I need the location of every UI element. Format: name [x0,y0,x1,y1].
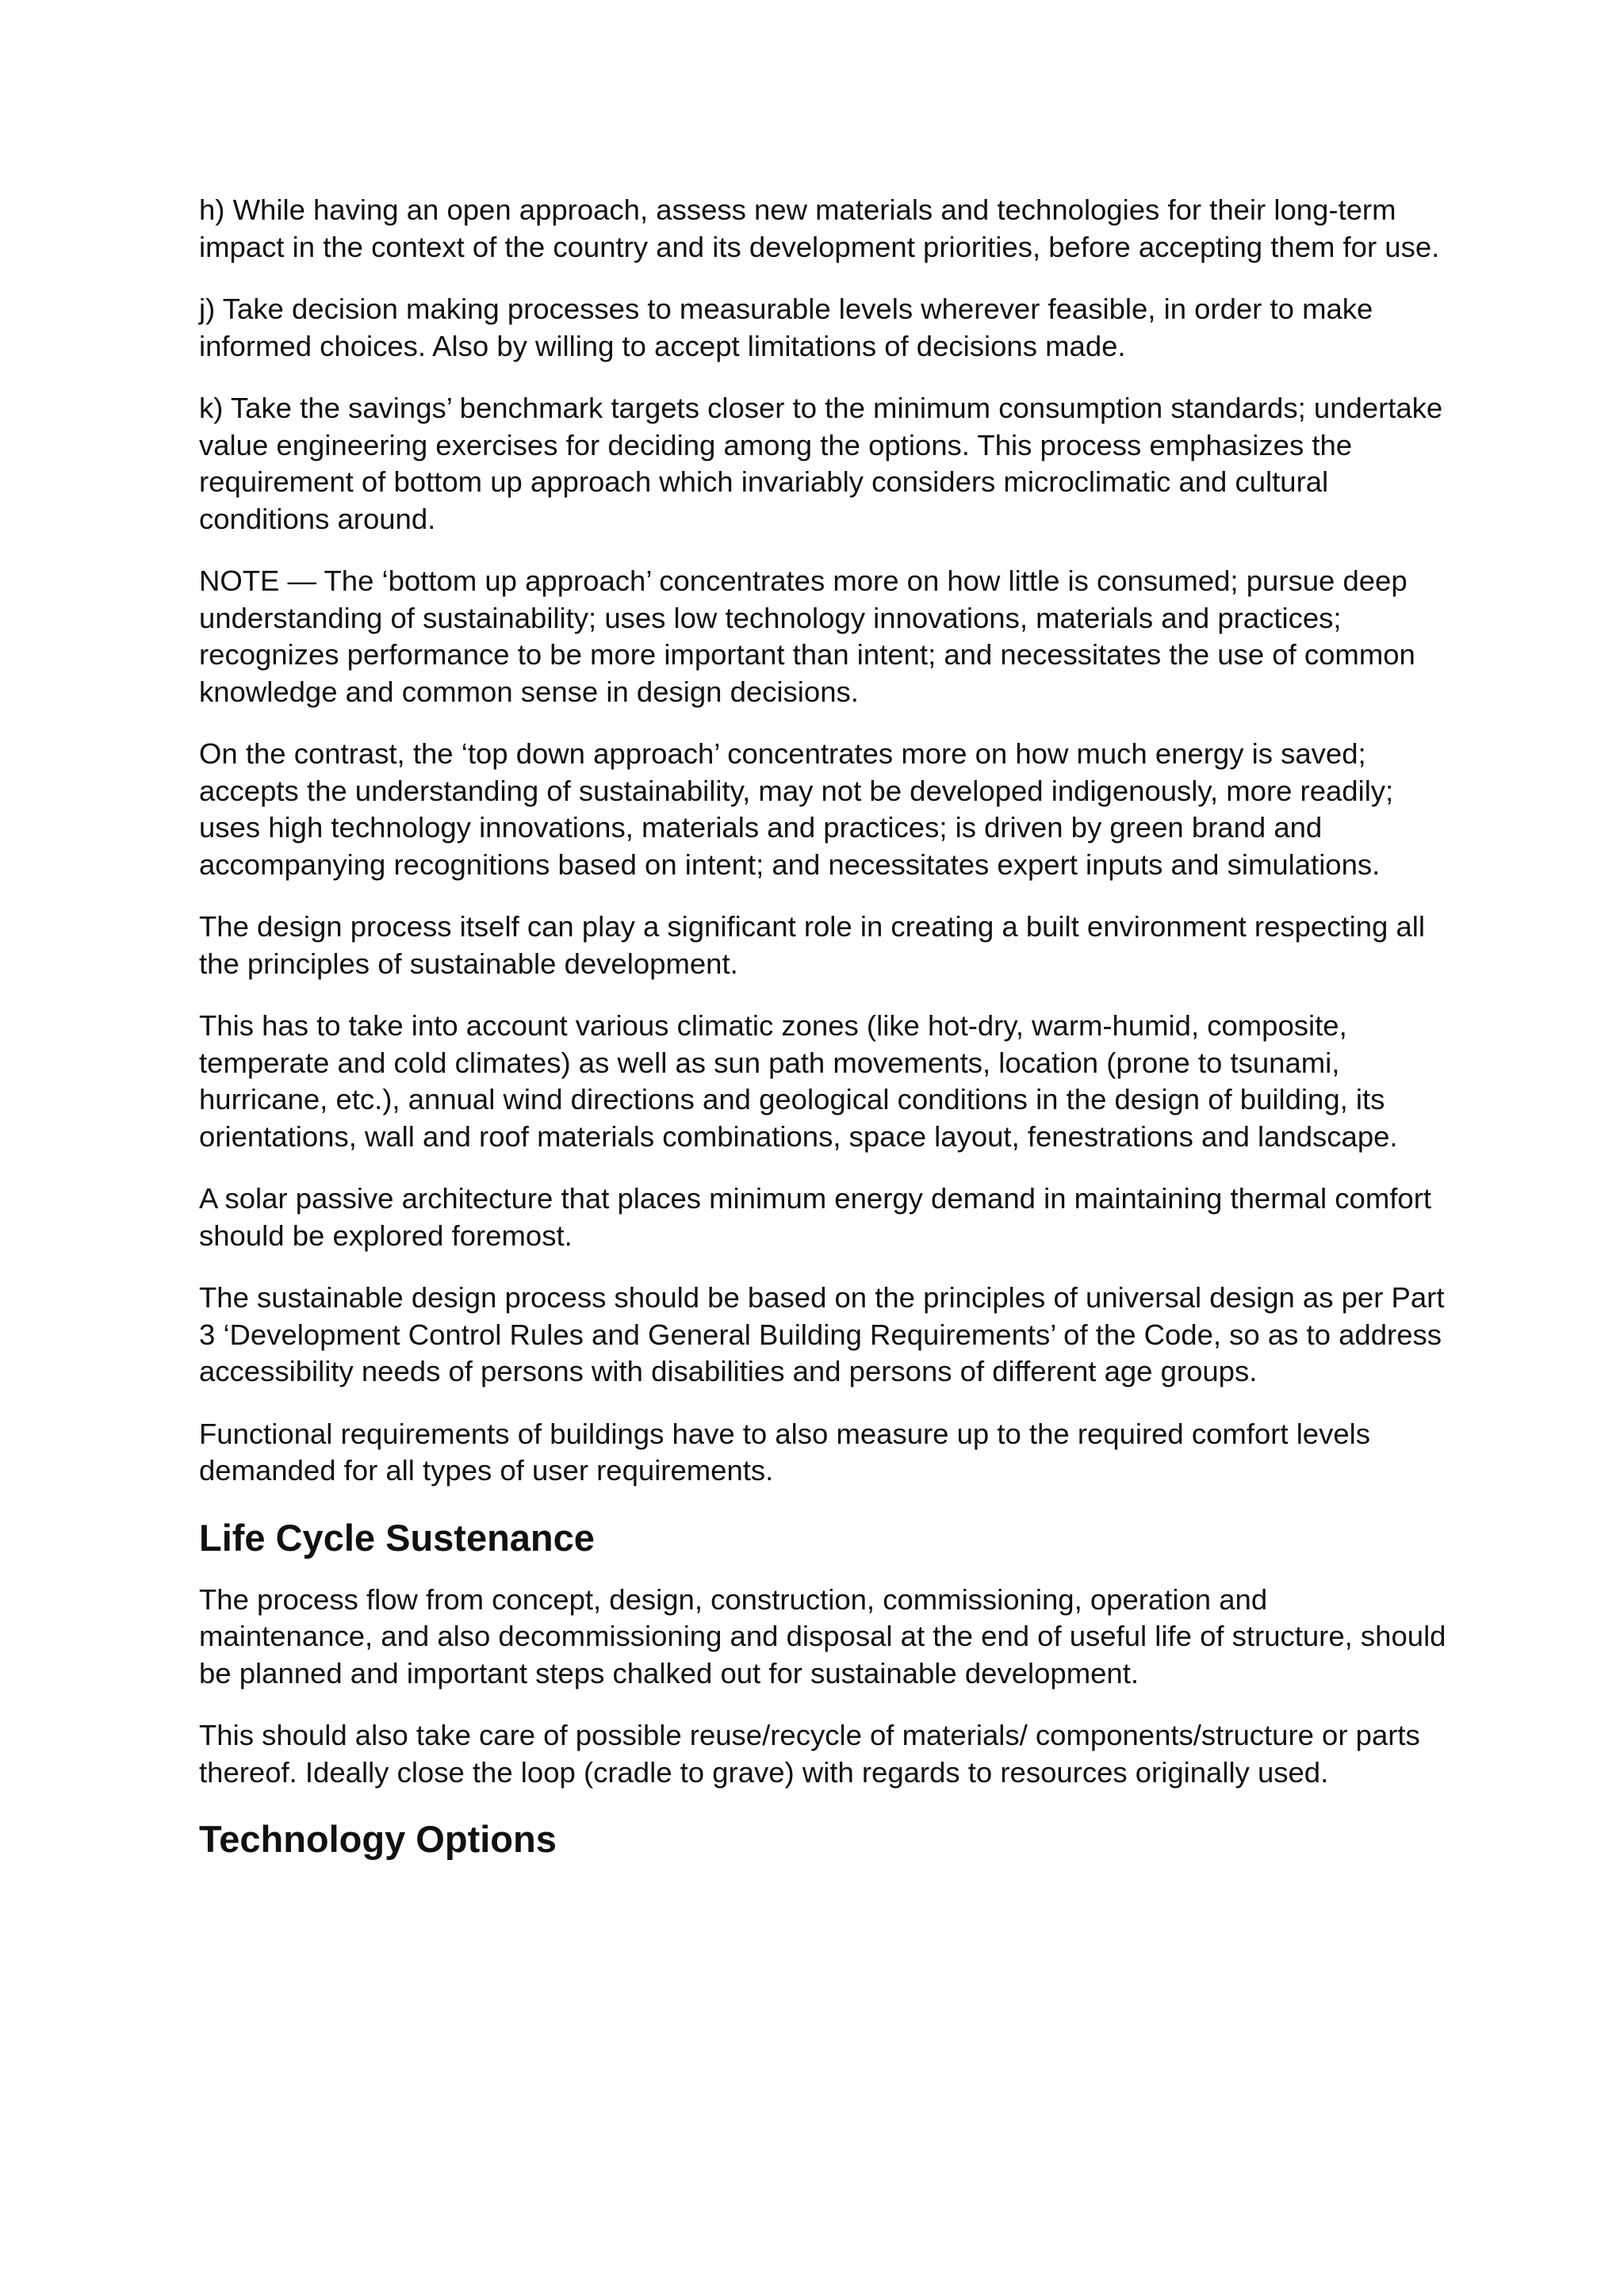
paragraph-h: h) While having an open approach, assess new materials and technologies for their long-term impact in the context of the country and its development priorities, before accepting them for use. [199,193,1440,263]
paragraph-top-down: On the contrast, the ‘top down approach’ concentrates more on how much energy is saved; accepts the understanding of sustainability, may not be developed indigenously, more readily; uses high technology innovations, materials and practices; is driven by green brand and accompanying recognitions based on intent; and necessitates expert inputs and simulations. [199,737,1394,881]
heading-life-cycle-sustenance: Life Cycle Sustenance [199,1516,595,1559]
paragraph-solar-passive: A solar passive architecture that places minimum energy demand in maintaining thermal comfort should be explored foremost. [199,1182,1431,1252]
heading-technology-options: Technology Options [199,1818,557,1860]
note-bottom-up: NOTE — The ‘bottom up approach’ concentrates more on how little is consumed; pursue deep understanding of sustainability; uses low technology innovations, materials and practices; recognizes performance to be more important than intent; and necessitates the use of common knowledge and common sense in design decisions. [199,564,1415,708]
paragraph-functional-requirements: Functional requirements of buildings have to also measure up to the required comfort levels demanded for all types of user requirements. [199,1417,1371,1487]
paragraph-universal-design: The sustainable design process should be based on the principles of universal design as per Part 3 ‘Development Control Rules and General Building Requirements’ of the Code, so as to address accessibility needs of persons with disabilities and persons of different age groups. [199,1281,1445,1387]
paragraph-climatic-zones: This has to take into account various climatic zones (like hot-dry, warm-humid, composite, temperate and cold climates) as well as sun path movements, location (prone to tsunami, hurricane, etc.), annual wind directions and geological conditions in the design of building, its orientations, wall and roof materials combinations, space layout, fenestrations and landscape. [199,1009,1398,1153]
document-body [199,192,1449,1883]
paragraph-k: k) Take the savings’ benchmark targets closer to the minimum consumption standards; undertake value engineering exercises for deciding among the options. This process emphasizes the requirement of bottom up approach which invariably considers microclimatic and cultural conditions around. [199,392,1443,535]
paragraph-j: j) Take decision making processes to measurable levels wherever feasible, in order to make informed choices. Also by willing to accept limitations of decisions made. [199,293,1373,362]
paragraph-process-flow: The process flow from concept, design, construction, commissioning, operation and maintenance, and also decommissioning and disposal at the end of useful life of structure, should be planned and important steps chalked out for sustainable development. [199,1582,1446,1689]
paragraph-reuse-recycle: This should also take care of possible reuse/recycle of materials/ components/structure or parts thereof. Ideally close the loop (cradle to grave) with regards to resources originally used. [199,1719,1420,1789]
paragraph-design-process: The design process itself can play a significant role in creating a built environment respecting all the principles of sustainable development. [199,910,1425,980]
